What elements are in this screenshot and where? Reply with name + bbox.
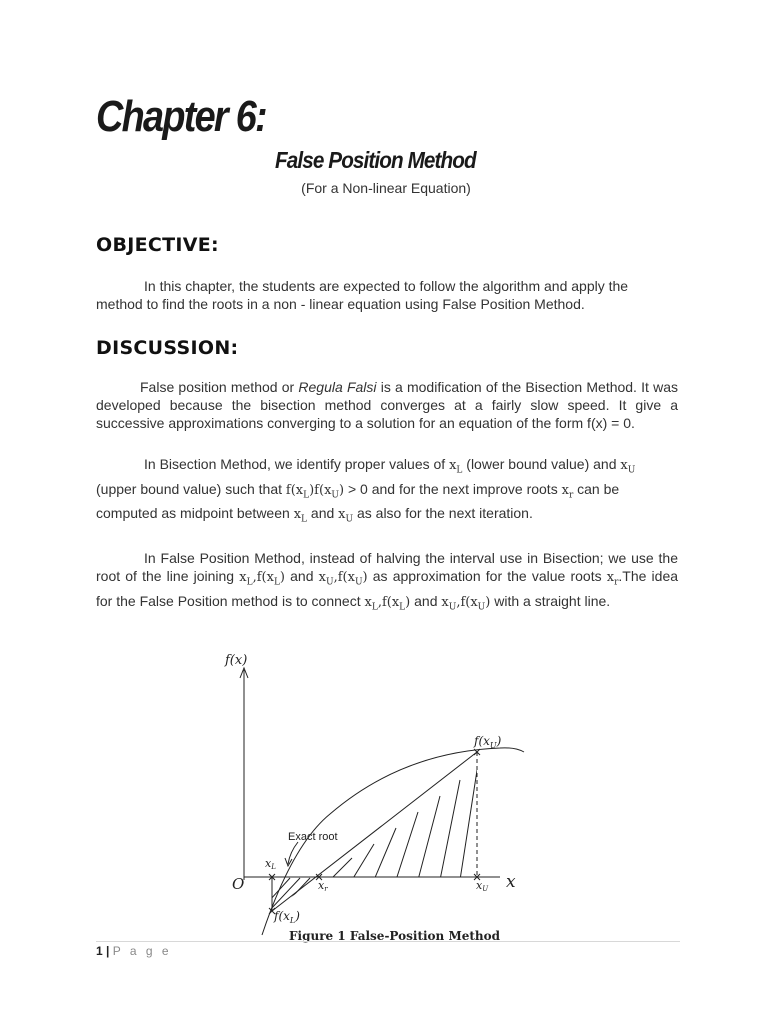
- math-xr: $x_r$: [561, 482, 574, 501]
- math-xl: $x_L$: [449, 458, 463, 476]
- origin-label: O: [232, 875, 245, 893]
- math-xr: $x_r$: [606, 570, 619, 588]
- math-point-upper: $x_U,f(x_U)$: [318, 570, 368, 588]
- discussion-paragraph-2: In Bisection Method, we identify proper values of $x_L$ (lower bound value) and $x_U$ (upper bound value) such that $f(x_L)f(x_U) > 0$ and for the next improve roots $x_r$ can be computed as midpoint between $x_L$ and $x_U$ as also for the next iteration.: [96, 456, 636, 525]
- figure-caption: Figure 1 False-Position Method: [289, 929, 501, 943]
- y-axis-label: f(x): [225, 653, 248, 668]
- page-title: False Position Method: [275, 147, 476, 173]
- discussion-paragraph-3: In False Position Method, instead of halving the interval use in Bisection; we use the root of the line joining $x_L,f(x_L)$ and $x_U,f(x_U)$ as approximation for the value roots $x_r.The$ idea for the False Position method is to connect $x_L,f(x_L)$ and $x_U,f(x_U)$ with a straight line.: [96, 550, 679, 613]
- footer-divider: [96, 941, 680, 942]
- regula-falsi-term: Regula Falsi: [298, 379, 377, 395]
- objective-heading: OBJECTIVE:: [96, 234, 219, 256]
- math-xl: $x_L$: [293, 507, 308, 525]
- math-point-lower: $x_L,f(x_L)$: [239, 570, 285, 588]
- page-word: P a g e: [112, 944, 172, 958]
- math-point-lower: $x_L,f(x_L)$: [364, 594, 411, 613]
- math-point-upper: $x_U,f(x_U)$: [441, 594, 491, 613]
- page-footer: [96, 944, 172, 958]
- objective-text: In this chapter, the students are expected to follow the algorithm and apply the method to find the roots in a non - linear equation using False Position Method.: [96, 278, 629, 312]
- xl-label: xL: [265, 857, 276, 871]
- page-subtitle: (For a Non-linear Equation): [301, 180, 471, 196]
- math-xu: $x_U$: [338, 507, 354, 525]
- discussion-paragraph-1: False position method or Regula Falsi is a modification of the Bisection Method. It was developed because the bisection method converges at a fairly slow speed. It give a successive approximations converging to a solution for an equation of the form f(x) = 0.: [96, 379, 678, 431]
- page-number: 1: [96, 944, 103, 958]
- fxu-label: $f(x_U)$: [474, 734, 502, 750]
- x-axis-label: x: [506, 872, 516, 892]
- xr-label: xr: [318, 879, 328, 893]
- chapter-title: Chapter 6:: [96, 92, 266, 141]
- xu-label: xU: [476, 879, 489, 893]
- footer-separator: |: [106, 944, 110, 958]
- exact-root-annotation: Exact root: [288, 831, 338, 843]
- math-product: $f(x_L)f(x_U)$: [285, 482, 345, 501]
- hatch-region-upper: [330, 764, 478, 880]
- discussion-heading: DISCUSSION:: [96, 337, 239, 359]
- fxl-label: $f(x_L)$: [274, 909, 300, 925]
- math-xu: $x_U$: [620, 458, 636, 476]
